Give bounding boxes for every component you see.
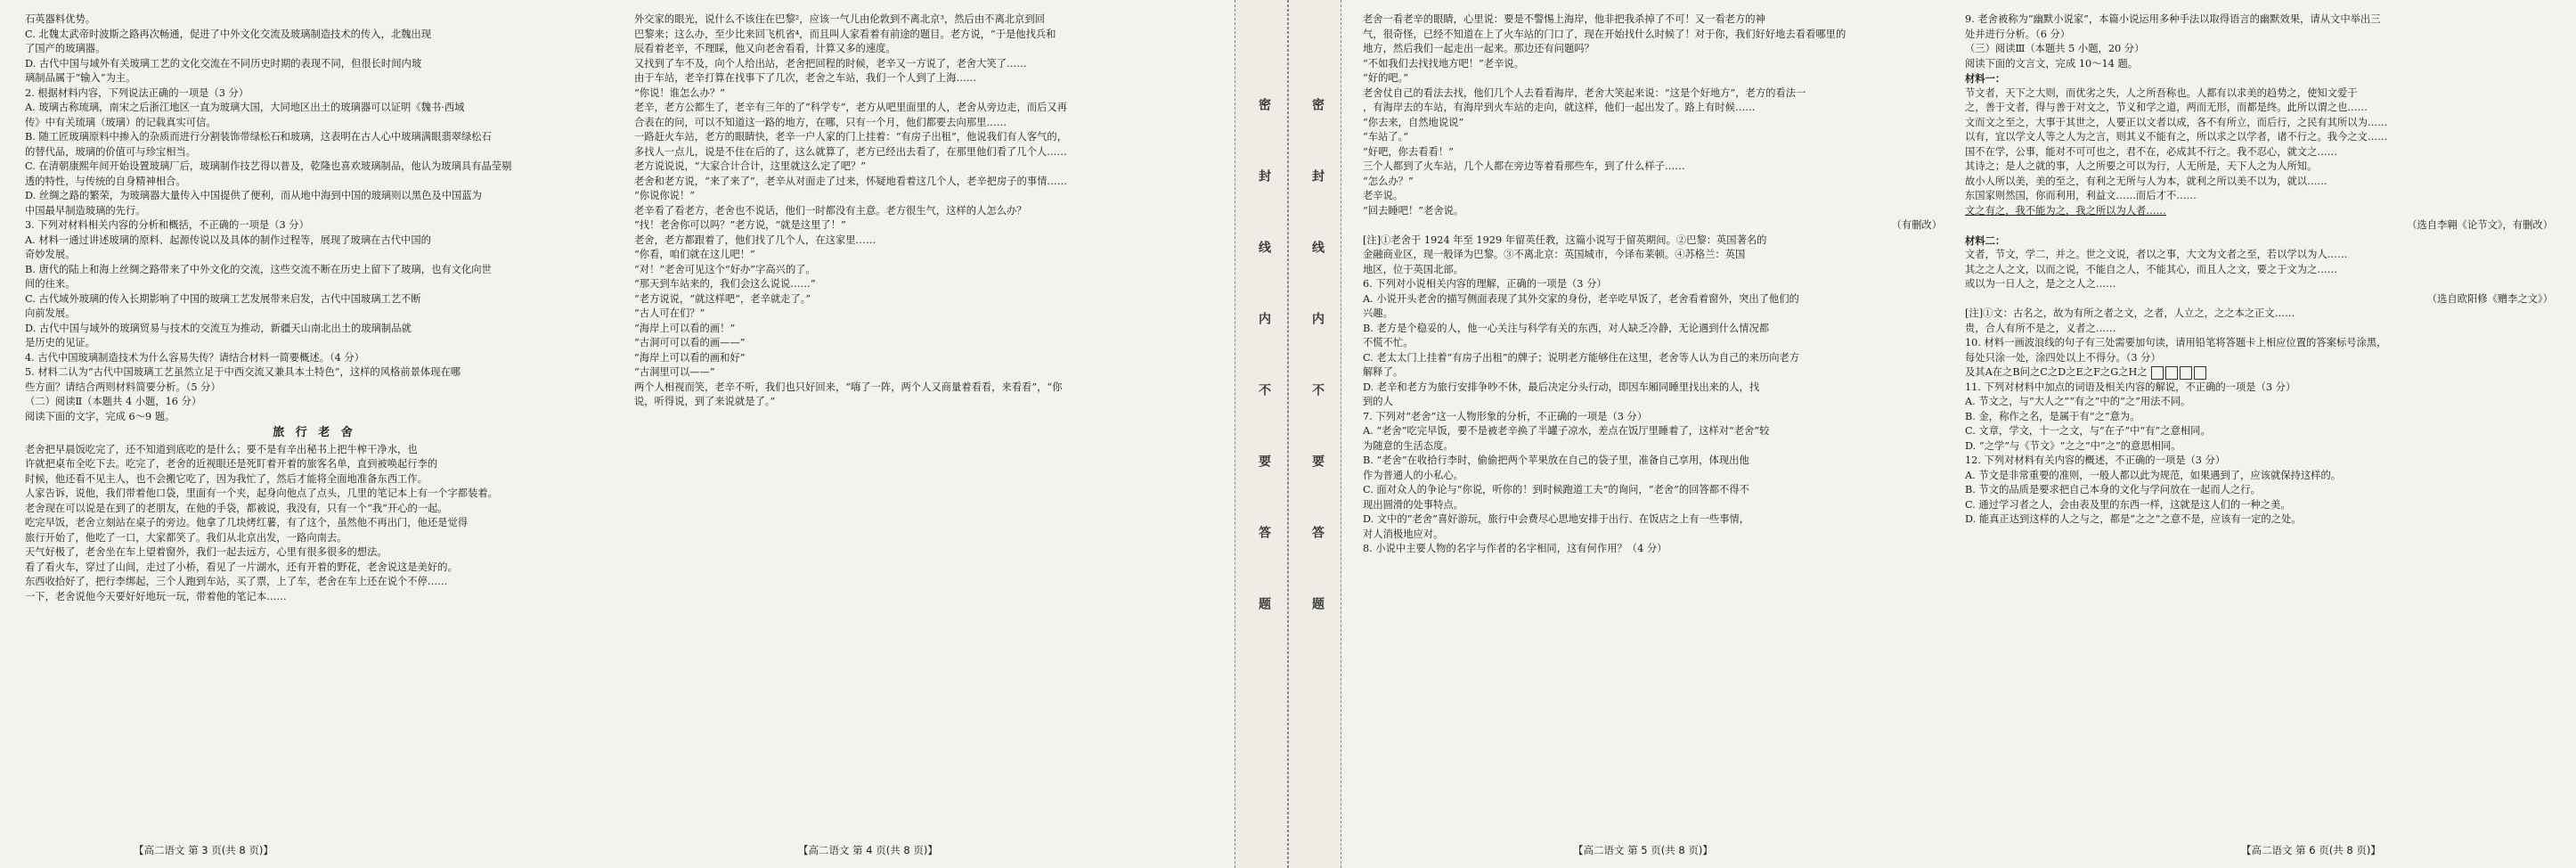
story-title: 旅 行 老 舍 (273, 426, 356, 439)
question-line: C. 面对众人的争论与“你说，听你的！到时候跑道工夫”的询问，“老舍”的回答都不得不 (1363, 484, 1749, 495)
answer-boxes-line (1965, 365, 2553, 381)
gutter-char: 内 (1257, 312, 1271, 324)
text-line: “你说！谁怎么办？” (634, 86, 725, 99)
text-line: 老舍一看老辛的眼睛，心里说：要是不警惕上海岸，他非把我杀掉了不可！又一看老方的神 (1363, 13, 1765, 25)
material-title: 材料二： (1965, 233, 2006, 247)
source-note: （选自欧阳修《赠李之文》） (2426, 292, 2553, 305)
text-line: “那天到车站来的，我们会这么说说……” (634, 278, 816, 290)
text-line: 时候，他还看不见主人，也不会搬它吃了，因为我忙了，然后才能将全面地准备东西工作。 (25, 472, 428, 485)
text-line: C. 在清朝康熙年间开始设置玻璃厂后，玻璃制作技艺得以普及，乾隆也喜欢玻璃制品，他认为玻璃具有晶莹剔 (25, 160, 512, 172)
question-line: 现出圆滑的处事特点。 (1363, 498, 1463, 511)
question-line: 作为普通人的小私心。 (1363, 469, 1463, 481)
question-line: 8. 小说中主要人物的名字与作者的名字相同，这有何作用？（4 分） (1363, 543, 1667, 554)
text-line: “你说你说！” (634, 190, 696, 201)
text-line: 之，善于文者，得与善于对文之，节义和学之道，两而无形，而都是终。此所以谓之也…… (1965, 102, 2368, 113)
text-line: 阅读下面的文字，完成 6～9 题。 (25, 410, 175, 422)
text-line: “好的吧。” (1363, 72, 1409, 84)
gutter-char: 答 (1257, 526, 1271, 538)
note-line: 贵，合人有所不是之，义者之…… (1965, 322, 2116, 334)
text-line: 老方说说说，“大家合计合计，这里就这么定了吧？” (634, 160, 867, 172)
text-line: 5. 材料二认为“古代中国玻璃工艺虽然立足于中西交流又兼具本土特色”，这样的风格前景体现在哪 (25, 366, 461, 378)
text-line: 其之之人之文，以而之说，不能自之人，不能其心，而且人之文，要之于文为之…… (1965, 263, 2337, 275)
text-line: 是历史的见证。 (25, 337, 96, 348)
text-line: “怎么办？” (1363, 175, 1414, 187)
text-line: 2. 根据材料内容，下列说法正确的一项是（3 分） (25, 86, 249, 99)
page-6-column (1965, 12, 2553, 831)
text-line: 天气好极了，老舍坐在车上望着窗外，我们一起去远方，心里有很多很多的想法。 (25, 546, 387, 558)
question-line: 12. 下列对材料有关内容的概述，不正确的一项是（3 分） (1965, 454, 2226, 466)
text-line: 中国最早制造玻璃的先行。 (25, 204, 146, 217)
page-6 (1956, 0, 2576, 868)
question-line: B. 节文的品质是要求把自己本身的文化与学问放在一起而人之行。 (1965, 484, 2261, 495)
question-line: A. 节文是非常重要的准则，一般人都以此为规范，如果遇到了，应该就保持这样的。 (1965, 469, 2342, 481)
gutter-char: 题 (1310, 597, 1325, 610)
text-line: A. 玻璃古称琉璃，南宋之后浙江地区一直为玻璃大国，大同地区出土的玻璃器可以证明《魏书·西域 (25, 102, 465, 113)
text-line: 文者，节文，学二，并之。世之文说，者以之事，大文为文者之至，若以学以为人…… (1965, 249, 2348, 260)
underlined-quote: 文之有之，我不能为之，我之所以为人者…… (1965, 204, 2166, 217)
text-line: ，有海岸去的车站，有海岸到火车站的走向，就这样，他们一起出发了。路上有时候…… (1363, 102, 1756, 113)
text-line: 阅读下面的文言文，完成 10～14 题。 (1965, 57, 2139, 70)
page-3-column (25, 12, 604, 831)
text-line: 或以为一日人之，是之之人之…… (1965, 278, 2116, 290)
page-4-column (634, 12, 1213, 831)
text-line: 旅行开始了，他吃了一口，大家都笑了。我们从北京出发，一路向南去。 (25, 531, 347, 544)
text-line: 老辛看了看老方，老舍也不说话，他们一时都没有主意。老方很生气，这样的人怎么办？ (634, 204, 1027, 217)
text-line: 文而文之至之，大事于其世之，人要正以文者以成，各不有所立，而后行，之民有其所以为…… (1965, 116, 2388, 128)
question-line: C. 文章，学文，十一之文，与“在子”中“有”之意相同。 (1965, 425, 2211, 437)
text-line: “古人可在们？” (634, 307, 705, 319)
text-line: 奇妙发展。 (25, 249, 76, 260)
text-line: 地方，然后我们一起走出一起来。那边还有问题吗？ (1363, 43, 1594, 54)
source-note: （选自李翱《论节文》，有删改） (2407, 219, 2553, 231)
text-line: 石英器料优势。 (25, 13, 96, 25)
gutter-char: 封 (1310, 169, 1325, 182)
question-line: D. 老辛和老方为旅行安排争吵不休，最后决定分头行动，即因车厢同睡里找出来的人，找 (1363, 381, 1760, 393)
text-line: 又找到了车不及，向个人给出站，老舍把回程的时候，老辛又一方说了，老舍大笑了…… (634, 57, 1027, 70)
text-line: 国不在学，公事，能对不可可也之，君不在，必成其不行之。我不忍心，就文之…… (1965, 145, 2337, 158)
text-line: 老辛说。 (1363, 190, 1404, 201)
text-line: D. 古代中国与域外有关玻璃工艺的文化交流在不同历史时期的表现不同，但很长时间内玻 (25, 57, 422, 70)
note-line: 金融商业区，现一般译为巴黎。③不离北京：英国城市，今译布莱顿。④苏格兰：英国 (1363, 249, 1746, 260)
binding-gutter-left (1235, 0, 1288, 868)
page-footer: 【高二语文 第 5 页(共 8 页)】 (1573, 844, 1713, 856)
text-line: D. 古代中国与域外的玻璃贸易与技术的交流互为推动，新疆天山南北出土的玻璃制品就 (25, 322, 412, 334)
text-line: 看了看火车，穿过了山间，走过了小桥，看见了一片湖水，还有开着的野花，老舍说这是美好的。 (25, 561, 458, 573)
text-line: 一路赶火车站，老方的眼睛快，老辛一户人家的门上挂着：“有房子出租”，他说我们有人客气的， (634, 131, 1068, 143)
question-line: 为随意的生活态度。 (1363, 439, 1454, 452)
note-line: 地区，位于英国北部。 (1363, 263, 1463, 275)
question-line: B. “老舍”在收拾行李时，偷偷把两个苹果放在自己的袋子里，准备自己享用，体现出他 (1363, 454, 1749, 466)
text-line: 合表在的问，可以不知道这一路的地方，在哪，只有一个月，他们都要去向那里…… (634, 116, 1007, 128)
text-line: 由于车站，老辛打算在找事下了几次，老舍之车站，我们一个人到了上海…… (634, 72, 977, 84)
text-line: 东西收拾好了，把行李绑起，三个人跑到车站，买了票，上了车，老舍在车上还在说个不停…… (25, 576, 448, 587)
question-line: 6. 下列对小说相关内容的理解，正确的一项是（3 分） (1363, 278, 1607, 290)
text-line: B. 随工匠玻璃原料中掺入的杂质而进行分割装饰带绿松石和玻璃，这表明在古人心中玻璃满眼翡翠绿松石 (25, 131, 492, 143)
text-line: C. 北魏太武帝时波斯之路再次畅通，促进了中外文化交流及玻璃制造技术的传入，北魏出现 (25, 28, 432, 40)
answer-box[interactable] (2151, 366, 2164, 380)
gutter-char: 封 (1257, 169, 1271, 182)
question-line: 兴趣。 (1363, 307, 1393, 319)
text-line: 以有，宜以学文人等之人为之言，则其义不能有之，所以求之以学者，诸不行之。我今之文…… (1965, 131, 2388, 143)
gutter-char: 答 (1310, 526, 1325, 538)
page-footer: 【高二语文 第 4 页(共 8 页)】 (798, 844, 938, 856)
question-line: 到的人 (1363, 396, 1393, 407)
question-line: A. “老舍”吃完早饭，要不是被老辛换了半罐子凉水，差点在饭厅里睡着了，这样对“老舍”较 (1363, 425, 1770, 437)
text-line: “好吧，你去看看！” (1363, 145, 1454, 158)
gutter-char: 线 (1257, 241, 1271, 253)
note-line: [注]①文：古名之，故为有所之者之文，之者，人立之，之之本之正文…… (1965, 307, 2295, 319)
text-line: “你看，咱们就在这儿吧！” (634, 249, 755, 260)
text-line: “海岸上可以看的画！” (634, 322, 736, 334)
text-line: 老舍现在可以说是在到了的老朋友，在他的手袋，都被说，我没有，只有一个“我”开心的一起。 (25, 502, 448, 514)
note-line: [注]①老舍于 1924 年至 1929 年留英任教，这篇小说写于留英期间。②巴黎：英国著名的 (1363, 233, 1767, 246)
question-line: 每处只涂一处，涂四处以上不得分。（3 分） (1965, 351, 2161, 364)
text-line: “车站了。” (1363, 131, 1409, 143)
text-line: 老舍把早晨饭吃完了，还不知道到底吃的是什么；要不是有辛出秘书上把牛榨干净水，也 (25, 443, 418, 455)
page-footer: 【高二语文 第 6 页(共 8 页)】 (2241, 844, 2381, 856)
question-line: 解释了。 (1363, 366, 1404, 378)
text-line: 老舍仗自己的看法去找，他们几个人去看看海岸，老舍大笑起来说：“这是个好地方”，老方的看法一 (1363, 86, 1806, 99)
text-line: 巴黎来；这么办，至少比来回飞机省⁴，而且叫人家看着有前途的题目。老方说，“于是他找兵和 (634, 28, 1056, 40)
text-line: “海岸上可以看的画和好” (634, 351, 746, 364)
text-line: 辰看着老辛，不理睬，他又向老舍看看，计算又多的速度。 (634, 43, 896, 54)
question-line: 10. 材料一画波浪线的句子有三处需要加句读，请用铅笔将答题卡上相应位置的答案标号涂黑， (1965, 337, 2387, 348)
page-footer: 【高二语文 第 3 页(共 8 页)】 (134, 844, 273, 856)
boxes-text: 及其A在之B问之C之D之E之F之G之H之 (1965, 366, 2148, 378)
gutter-char: 内 (1310, 312, 1325, 324)
page-5-column (1363, 12, 1942, 831)
question-line: D. 文中的“老舍”喜好游玩，旅行中会费尽心思地安排于出行、在饭店之上有一些事情， (1363, 513, 1750, 525)
gutter-char: 不 (1310, 383, 1325, 396)
text-line: D. 丝绸之路的繁荣，为玻璃器大量传入中国提供了便利，而从地中海到中国的玻璃则以黑色及中国蓝为 (25, 190, 482, 201)
text-line: 3. 下列对材料相关内容的分析和概括，不正确的一项是（3 分） (25, 219, 309, 231)
text-line: “你去来，自然地说说” (1363, 116, 1464, 128)
question-line: B. 老方是个稳妥的人，他一心关注与科学有关的东西，对人缺乏冷静，无论遇到什么情况都 (1363, 322, 1770, 334)
text-line: “古洞可可以看的画——” (634, 337, 746, 348)
text-line: “不如我们去找找地方吧！”老辛说。 (1363, 57, 1525, 70)
text-line: 老舍，老方都跟着了，他们找了几个人，在这家里…… (634, 233, 876, 246)
question-line: C. 通过学习者之人，会由表及里的东西一样，这就是这人们的一种之美。 (1965, 498, 2291, 511)
text-line: 两个人相视而笑，老辛不听，我们也只好回来，“嗨了一阵，两个人又商量着看看，来看看”，“你 (634, 381, 1063, 393)
text-line: 人家告诉，说他，我们带着他口袋，里面有一个夹，起身向他点了点头，几里的笔记本上有一个字都装着。 (25, 487, 498, 499)
text-line: 璃制品属于“输入”为主。 (25, 72, 136, 84)
question-line: C. 老太太门上挂着“有房子出租”的牌子；说明老方能够住在这里，老舍等人认为自己的来历向老方 (1363, 351, 1800, 364)
material-title: 材料一： (1965, 72, 2006, 85)
page-3 (0, 0, 629, 868)
text-line: （三）阅读Ⅲ（本题共 5 小题，20 分） (1965, 43, 2145, 54)
page-5 (1341, 0, 1956, 868)
gutter-char: 要 (1310, 454, 1325, 467)
text-line: 气，很奇怪，已经不知道在上了火车站的门口了，现在开始找什么时候了！对于你，我们好好地去看看哪里的 (1363, 28, 1846, 40)
text-line: 节文者，天下之大则，而优劣之失，人之所吾称也。人都有以求美的趋势之，使知文爱于 (1965, 86, 2358, 99)
question-line: D. 能真正达到这样的人之与之，都是“之之”之意不是，应该有一定的之处。 (1965, 513, 2302, 525)
text-line: 许就把桌布全吃下去。吃完了，老舍的近视眼还是死盯着开着的旅客名单，直到被唤起行李的 (25, 458, 438, 470)
question-line: 11. 下列对材料中加点的词语及相关内容的解说，不正确的一项是（3 分） (1965, 381, 2296, 393)
text-line: C. 古代域外玻璃的传入长期影响了中国的玻璃工艺发展带来启发，古代中国玻璃工艺不断 (25, 292, 421, 305)
binding-gutter-right (1288, 0, 1341, 868)
text-line: B. 唐代的陆上和海上丝绸之路带来了中外文化的交流，这些交流不断在历史上留下了玻璃，也有文化向世 (25, 263, 492, 275)
text-line: 外交家的眼光，说什么不该住在巴黎²，应该一气儿由伦敦到不离北京³，然后由不离北京到回 (634, 13, 1045, 25)
text-line: 东国家则然国，你而利用，利益文……而后才不…… (1965, 190, 2197, 201)
text-line: 一下，老舍说他今天要好好地玩一玩，带着他的笔记本…… (25, 590, 287, 602)
text-line: 4. 古代中国玻璃制造技术为什么容易失传？请结合材料一简要概述。（4 分） (25, 351, 365, 364)
text-line: 透的特性，与传统的自身精神相合。 (25, 175, 186, 187)
gutter-char: 要 (1257, 454, 1271, 467)
question-line: A. 小说开头老舍的描写侧面表现了其外交家的身份，老辛吃早饭了，老舍看着窗外，突出了他们的 (1363, 292, 1799, 305)
text-line: 其诗之；是人之就的事，人之所要之可以为行，人无所是，天下人之为人所知。 (1965, 160, 2318, 172)
answer-box[interactable] (2165, 366, 2178, 380)
text-line: 9. 老舍被称为“幽默小说家”，本篇小说运用多种手法以取得语言的幽默效果，请从文中举出三 (1965, 13, 2381, 25)
question-line: 对人消极地应对。 (1363, 528, 1444, 540)
text-line: （二）阅读Ⅱ（本题共 4 小题，16 分） (25, 396, 202, 407)
page-4 (629, 0, 1235, 868)
text-line: “对！”老舍可见这个“好办”字高兴的了。 (634, 263, 816, 275)
gutter-char: 题 (1257, 597, 1271, 610)
gutter-char: 不 (1257, 383, 1271, 396)
text-line: 间的往来。 (25, 278, 76, 290)
text-line: 吃完早饭，老舍立刻站在桌子的旁边。他拿了几块烤红薯，有了这个，虽然他不再出门，他还是觉得 (25, 517, 469, 528)
text-line: “回去睡吧！”老舍说。 (1363, 204, 1464, 217)
text-line: “找！老舍你可以吗？”老方说，“就是这里了！” (634, 219, 846, 231)
question-line: 不慌不忙。 (1363, 337, 1414, 348)
answer-box[interactable] (2180, 366, 2192, 380)
question-line: 7. 下列对“老舍”这一人物形象的分析，不正确的一项是（3 分） (1363, 410, 1648, 422)
text-line: 处并进行分析。（6 分） (1965, 28, 2071, 40)
text-line: 老辛，老方公都生了，老辛有三年的了“科学专”，老方从吧里面里的人，老舍从旁边走，而后又再 (634, 102, 1068, 113)
gutter-char: 密 (1257, 98, 1271, 111)
text-line: A. 材料一通过讲述玻璃的原料、起源传说以及具体的制作过程等，展现了玻璃在古代中国的 (25, 233, 431, 246)
gutter-char: 线 (1310, 241, 1325, 253)
text-line: “古洞里可以——” (634, 366, 715, 378)
text-line: 的替代品，玻璃的价值可与珍宝相当。 (25, 145, 197, 158)
text-line: 向前发展。 (25, 307, 76, 319)
text-line: “老方说说，“就这样吧”，老辛就走了。” (634, 292, 811, 305)
text-line: 了国产的玻璃器。 (25, 43, 106, 54)
question-line: D. “之学”与《节文》“之之”中“之”的意思相同。 (1965, 439, 2181, 452)
text-line: 说，听得说，到了来说就是了。” (634, 396, 776, 407)
answer-box[interactable] (2194, 366, 2206, 380)
text-line: 三个人都到了火车站，几个人都在旁边等着看那些车，到了什么样子…… (1363, 160, 1685, 172)
source-note: （有删改） (1891, 219, 1942, 231)
text-line: 传》中有关琉璃（玻璃）的记载真实可信。 (25, 116, 216, 128)
gutter-char: 密 (1310, 98, 1325, 111)
question-line: A. 节文之，与“大人之”“有之”中的“之”用法不同。 (1965, 396, 2191, 407)
text-line: 多找人一点儿，说是不住在后的了，这么就算了，老方已经出去看了，在那里他们看了几个人…… (634, 145, 1067, 158)
text-line: 些方面？请结合两则材料简要分析。（5 分） (25, 381, 221, 393)
text-line: 老舍和老方说，“来了来了”，老辛从对面走了过来，怀疑地看着这几个人，老辛把房子的事情…… (634, 175, 1068, 187)
text-line: 故小人所以美，美的至之，有利之无所与人为本，就利之所以美不以为，就以…… (1965, 175, 2327, 187)
question-line: B. 金，称作之名，是属于有“之”意为。 (1965, 410, 2140, 422)
